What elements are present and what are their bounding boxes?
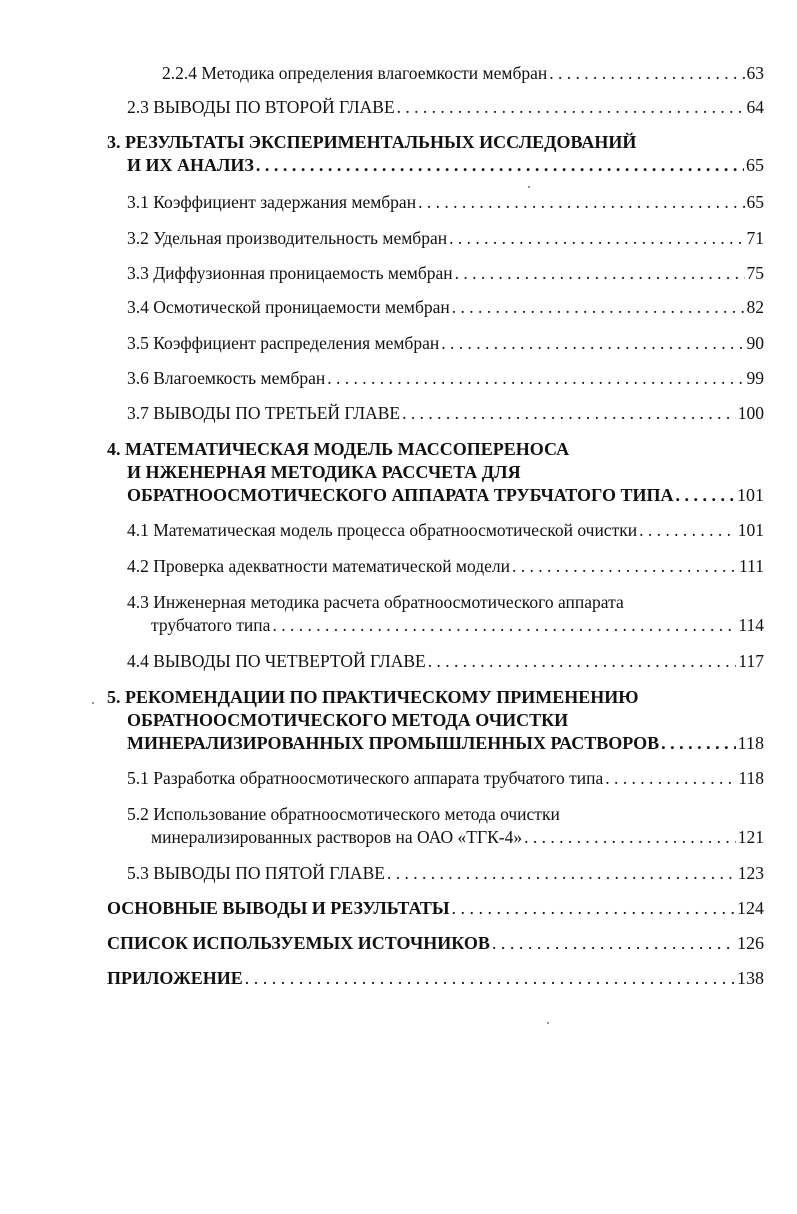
toc-entry-title: 3.6 Влагоемкость мембран <box>127 368 326 388</box>
toc-entry-4-2 <box>127 555 764 578</box>
toc-entry-title: 3.3 Диффузионная проницаемость мембран <box>127 263 453 283</box>
leader-dots <box>452 296 745 319</box>
toc-entry-page: 111 <box>739 556 764 576</box>
toc-entry-title: СПИСОК ИСПОЛЬЗУЕМЫХ ИСТОЧНИКОВ <box>107 933 490 953</box>
toc-entry-5-1 <box>127 767 764 790</box>
toc-chapter-line: 5. РЕКОМЕНДАЦИИ ПО ПРАКТИЧЕСКОМУ ПРИМЕНЕНИЮ <box>107 687 639 707</box>
toc-entry-page: 99 <box>746 368 764 388</box>
toc-entry-page: 82 <box>746 297 764 317</box>
toc-entry-page: 64 <box>746 97 764 117</box>
toc-entry-title: 3.7 ВЫВОДЫ ПО ТРЕТЬЕЙ ГЛАВЕ <box>127 403 401 423</box>
toc-entry-page: 138 <box>737 968 764 988</box>
toc-entry-title: ОБРАТНООСМОТИЧЕСКОГО АППАРАТА ТРУБЧАТОГО ТИПА <box>127 485 674 505</box>
toc-entry-page: 65 <box>746 155 764 175</box>
leader-dots <box>524 826 736 849</box>
toc-entry-title: 3.1 Коэффициент задержания мембран <box>127 192 417 212</box>
toc-entry-2-2-4 <box>162 62 764 85</box>
toc-entry-title: минерализированных растворов на ОАО «ТГК-4» <box>151 827 523 847</box>
toc-entry-page: 65 <box>746 192 764 212</box>
leader-dots <box>387 862 736 885</box>
leader-dots <box>492 932 735 955</box>
toc-entry-3-4 <box>127 296 764 319</box>
toc-entry-2-3 <box>127 96 764 119</box>
toc-entry-page: 126 <box>737 933 764 953</box>
leader-dots <box>661 732 735 755</box>
toc-entry-title: 4.4 ВЫВОДЫ ПО ЧЕТВЕРТОЙ ГЛАВЕ <box>127 651 426 671</box>
toc-entry-page: 118 <box>738 768 764 788</box>
toc-entry-3-5 <box>127 332 764 355</box>
leader-dots <box>402 402 736 425</box>
toc-entry-4-4 <box>127 650 764 673</box>
scan-speck <box>92 702 94 704</box>
toc-entry-title: 5.3 ВЫВОДЫ ПО ПЯТОЙ ГЛАВЕ <box>127 863 385 883</box>
leader-dots <box>272 614 736 637</box>
leader-dots <box>605 767 736 790</box>
toc-entry-line: 5.2 Использование обратноосмотического метода очистки <box>127 804 560 824</box>
toc-entry-references <box>107 932 764 955</box>
toc-entry-title: 3.4 Осмотической проницаемости мембран <box>127 297 450 317</box>
toc-entry-page: 90 <box>746 333 764 353</box>
toc-chapter-line: 4. МАТЕМАТИЧЕСКАЯ МОДЕЛЬ МАССОПЕРЕНОСА <box>107 439 570 459</box>
toc-entry-page: 101 <box>737 485 764 505</box>
leader-dots <box>549 62 744 85</box>
leader-dots <box>245 967 735 990</box>
toc-entry-page: 101 <box>737 520 764 540</box>
toc-entry-title: трубчатого типа <box>151 615 271 635</box>
toc-chapter-5 <box>107 686 764 755</box>
toc-entry-page: 71 <box>746 228 764 248</box>
leader-dots <box>455 262 745 285</box>
toc-chapter-line: И НЖЕНЕРНАЯ МЕТОДИКА РАССЧЕТА ДЛЯ <box>127 462 521 482</box>
leader-dots <box>452 897 735 920</box>
toc-chapter-3 <box>107 131 764 177</box>
toc-entry-5-3 <box>127 862 764 885</box>
toc-entry-title: 3.2 Удельная производительность мембран <box>127 228 448 248</box>
toc-entry-page: 114 <box>738 615 764 635</box>
toc-entry-title: ПРИЛОЖЕНИЕ <box>107 968 243 988</box>
scan-speck <box>528 186 530 188</box>
toc-entry-4-1 <box>127 519 764 542</box>
toc-entry-page: 117 <box>738 651 764 671</box>
toc-entry-page: 118 <box>737 733 764 753</box>
toc-entry-4-3 <box>127 591 764 637</box>
leader-dots <box>676 484 735 507</box>
leader-dots <box>512 555 737 578</box>
toc-entry-title: ОСНОВНЫЕ ВЫВОДЫ И РЕЗУЛЬТАТЫ <box>107 898 450 918</box>
leader-dots <box>639 519 736 542</box>
toc-entry-page: 100 <box>737 403 764 423</box>
toc-entry-page: 63 <box>746 63 764 83</box>
toc-chapter-line: ОБРАТНООСМОТИЧЕСКОГО МЕТОДА ОЧИСТКИ <box>127 710 569 730</box>
toc-entry-title: 5.1 Разработка обратноосмотического аппарата трубчатого типа <box>127 768 604 788</box>
leader-dots <box>327 367 744 390</box>
leader-dots <box>256 154 744 177</box>
toc-entry-3-3 <box>127 262 764 285</box>
toc-chapter-line: 3. РЕЗУЛЬТАТЫ ЭКСПЕРИМЕНТАЛЬНЫХ ИССЛЕДОВАНИЙ <box>107 132 637 152</box>
toc-entry-3-1 <box>127 191 764 214</box>
toc-entry-3-6 <box>127 367 764 390</box>
toc-entry-page: 121 <box>737 827 764 847</box>
toc-entry-3-7 <box>127 402 764 425</box>
toc-entry-title: 2.3 ВЫВОДЫ ПО ВТОРОЙ ГЛАВЕ <box>127 97 395 117</box>
toc-entry-title: МИНЕРАЛИЗИРОВАННЫХ ПРОМЫШЛЕННЫХ РАСТВОРОВ <box>127 733 660 753</box>
toc-entry-3-2 <box>127 227 764 250</box>
toc-entry-5-2 <box>127 803 764 849</box>
toc-entry-title: 3.5 Коэффициент распределения мембран <box>127 333 440 353</box>
toc-entry-page: 124 <box>737 898 764 918</box>
leader-dots <box>418 191 744 214</box>
leader-dots <box>449 227 744 250</box>
toc-entry-page: 75 <box>746 263 764 283</box>
leader-dots <box>441 332 744 355</box>
toc-entry-title: И ИХ АНАЛИЗ <box>127 155 254 175</box>
toc-entry-title: 4.1 Математическая модель процесса обратноосмотической очистки <box>127 520 638 540</box>
toc-chapter-4 <box>107 438 764 507</box>
toc-entry-title: 4.2 Проверка адекватности математической модели <box>127 556 511 576</box>
toc-entry-page: 123 <box>737 863 764 883</box>
leader-dots <box>428 650 737 673</box>
scan-speck <box>547 1022 549 1024</box>
toc-entry-line: 4.3 Инженерная методика расчета обратноосмотического аппарата <box>127 592 624 612</box>
leader-dots <box>397 96 745 119</box>
toc-entry-appendix <box>107 967 764 990</box>
toc-entry-conclusions <box>107 897 764 920</box>
toc-entry-title: 2.2.4 Методика определения влагоемкости мембран <box>162 63 548 83</box>
